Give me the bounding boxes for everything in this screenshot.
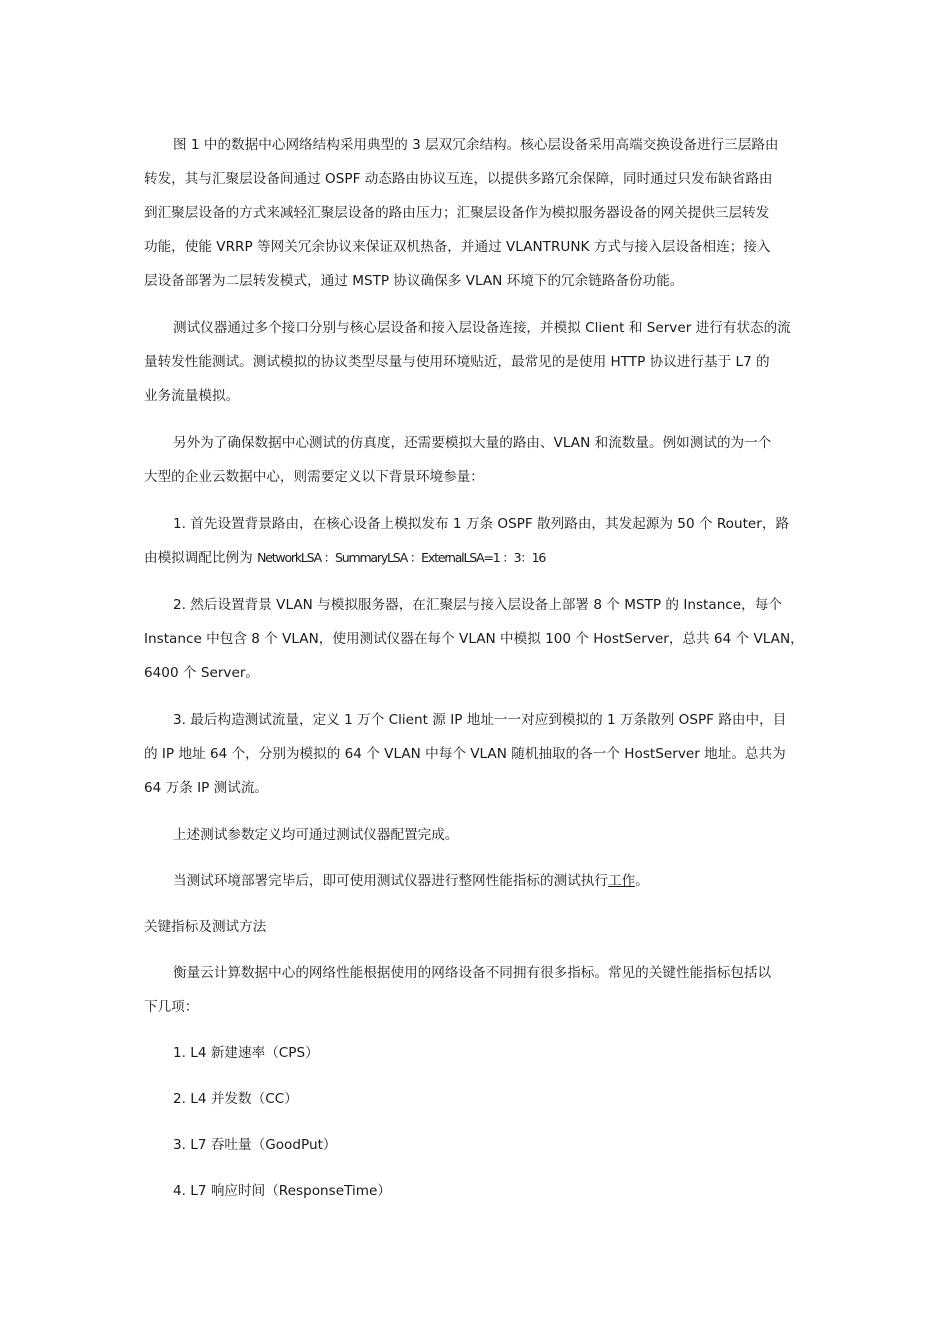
paragraph-test-execution (144, 864, 808, 898)
paragraph-network-structure (144, 128, 808, 298)
text-line: 图 1 中的数据中心网络结构采用典型的 3 层双冗余结构。核心层设备采用高端交换设备进行三层路由 (173, 137, 779, 153)
section-heading: 关键指标及测试方法 (144, 919, 267, 935)
text-line: 1. 首先设置背景路由，在核心设备上模拟发布 1 万条 OSPF 散列路由，其发起源为 50 个 Router，路 (173, 516, 790, 532)
list-item: 1. L4 新建速率（CPS） (173, 1045, 319, 1061)
text-line: 层设备部署为二层转发模式，通过 MSTP 协议确保多 VLAN 环境下的冗余链路备份功能。 (144, 273, 684, 289)
text-line: 64 万条 IP 测试流。 (144, 780, 269, 796)
text-line: 业务流量模拟。 (144, 388, 240, 404)
text-line: 3. 最后构造测试流量，定义 1 万个 Client 源 IP 地址一一对应到模拟的 1 万条散列 OSPF 路由中，目 (173, 712, 787, 728)
text-line: 到汇聚层设备的方式来减轻汇聚层设备的路由压力；汇聚层设备作为模拟服务器设备的网关提供三层转发 (144, 205, 770, 221)
text-line: 6400 个 Server。 (144, 665, 260, 681)
list-item: 3. L7 吞吐量（GoodPut） (173, 1137, 337, 1153)
paragraph-text: 当测试环境部署完毕后，即可使用测试仪器进行整网性能指标的测试执行 (173, 873, 608, 889)
paragraph-config-done: 上述测试参数定义均可通过测试仪器配置完成。 (173, 827, 459, 843)
text-line: 功能，使能 VRRP 等网关冗余协议来保证双机热备，并通过 VLANTRUNK 方式与接入层设备相连；接入 (144, 239, 771, 255)
text-line: 下几项： (144, 999, 199, 1015)
text-line: 转发，其与汇聚层设备间通过 OSPF 动态路由协议互连，以提供多路冗余保障，同时通过只发布缺省路由 (144, 171, 773, 187)
text-line: 另外为了确保数据中心测试的仿真度，还需要模拟大量的路由、VLAN 和流数量。例如测试的为一个 (173, 435, 772, 451)
text-line (144, 541, 808, 575)
paragraph-test-instrument (144, 311, 808, 413)
paragraph-test-traffic (144, 703, 808, 805)
paragraph-background-routes (144, 507, 808, 575)
text-line: 测试仪器通过多个接口分别与核心层设备和接入层设备连接，并模拟 Client 和 Server 进行有状态的流 (173, 320, 791, 336)
route-ratio-value: NetworkLSA ：SummaryLSA ：ExternalLSA=1 ：3：16 (257, 550, 546, 565)
paragraph-simulation-fidelity (144, 426, 808, 494)
text-line: 量转发性能测试。测试模拟的协议类型尽量与使用环境贴近，最常见的是使用 HTTP 协议进行基于 L7 的 (144, 354, 770, 370)
document-body (144, 128, 808, 1208)
text-line: 的 IP 地址 64 个，分别为模拟的 64 个 VLAN 中每个 VLAN 随机抽取的各一个 HostServer 地址。总共为 (144, 746, 786, 762)
text-line: 大型的企业云数据中心，则需要定义以下背景环境参量： (144, 469, 484, 485)
metrics-list (144, 1036, 808, 1208)
text-line: Instance 中包含 8 个 VLAN，使用测试仪器在每个 VLAN 中模拟 100 个 HostServer，总共 64 个 VLAN， (144, 631, 804, 647)
route-ratio-label: 由模拟调配比例为 (144, 550, 253, 566)
list-item: 4. L7 响应时间（ResponseTime） (173, 1183, 391, 1199)
paragraph-key-metrics-intro (144, 956, 808, 1024)
text-line: 衡量云计算数据中心的网络性能根据使用的网络设备不同拥有很多指标。常见的关键性能指标包括以 (173, 965, 772, 981)
work-link[interactable]: 工作 (608, 873, 636, 889)
paragraph-vlan-servers (144, 588, 808, 690)
paragraph-end: 。 (635, 873, 649, 889)
list-item: 2. L4 并发数（CC） (173, 1091, 298, 1107)
text-line: 2. 然后设置背景 VLAN 与模拟服务器，在汇聚层与接入层设备上部署 8 个 MSTP 的 Instance，每个 (173, 597, 782, 613)
